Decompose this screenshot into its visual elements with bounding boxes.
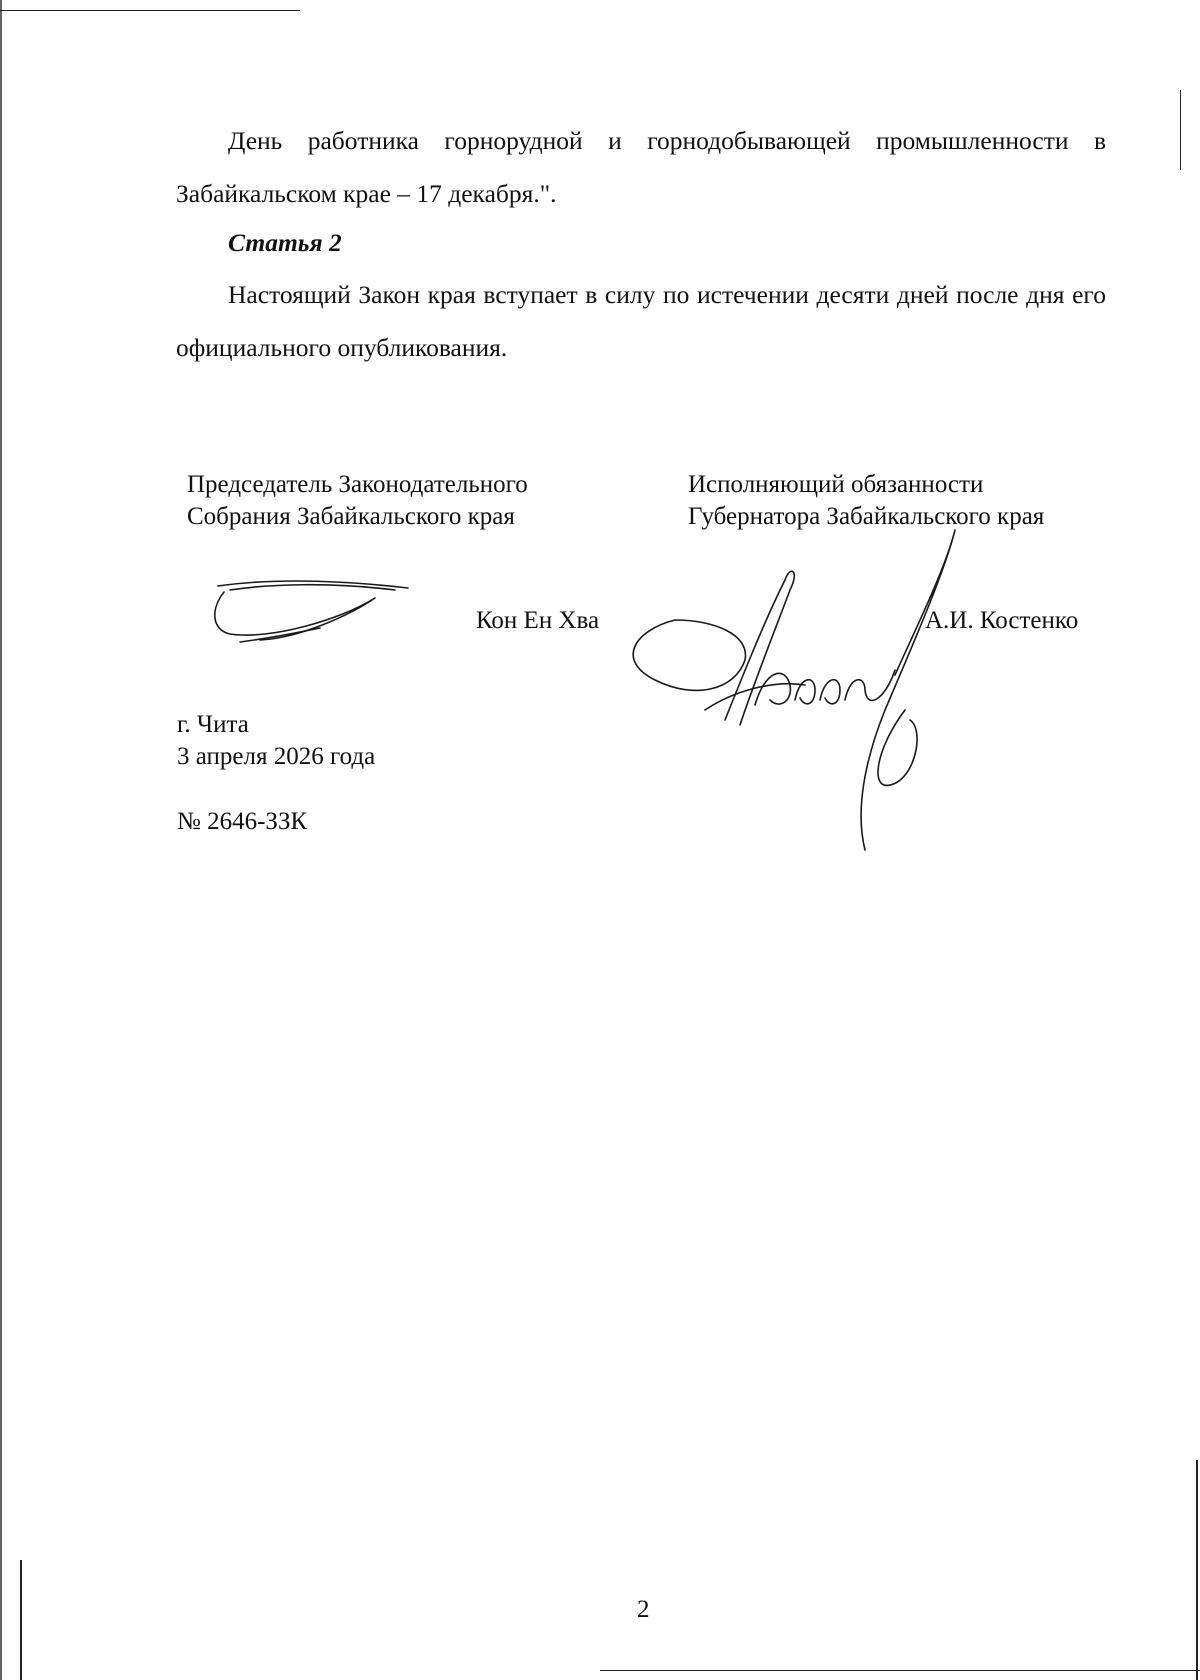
place-and-date [177, 709, 375, 773]
right-title-line2: Губернатора Забайкальского края [688, 503, 1045, 530]
article2-paragraph: Настоящий Закон края вступает в силу по истечении десяти дней после дня его официального опубликования. [176, 280, 1106, 362]
scan-border-top [0, 10, 300, 11]
left-title-line1: Председатель Законодательного [187, 471, 528, 498]
scan-border-bottom [600, 1670, 1200, 1671]
right-handwritten-signature [615, 510, 1035, 870]
date: 3 апреля 2026 года [177, 743, 376, 770]
scan-border-right-lower [1196, 1460, 1198, 1680]
article2-heading: Статья 2 [228, 228, 342, 257]
left-signatory-title [187, 469, 528, 533]
left-signatory-name: Кон Ен Хва [476, 607, 600, 634]
article1-tail-paragraph: День работника горнорудной и горнодобывающей промышленности в Забайкальском крае – 17 декабря.". [176, 126, 1106, 208]
page-number: 2 [637, 1596, 650, 1623]
right-signatory-name: А.И. Костенко [925, 607, 1079, 634]
right-title-line1: Исполняющий обязанности [688, 471, 984, 498]
law-number: № 2646-ЗЗК [177, 808, 308, 835]
scan-border-left-lower [20, 1560, 22, 1680]
scan-border-left [0, 0, 2, 1680]
scan-border-right-top [1180, 90, 1181, 170]
place: г. Чита [177, 711, 249, 738]
left-title-line2: Собрания Забайкальского края [187, 503, 515, 530]
left-handwritten-signature [200, 570, 420, 660]
